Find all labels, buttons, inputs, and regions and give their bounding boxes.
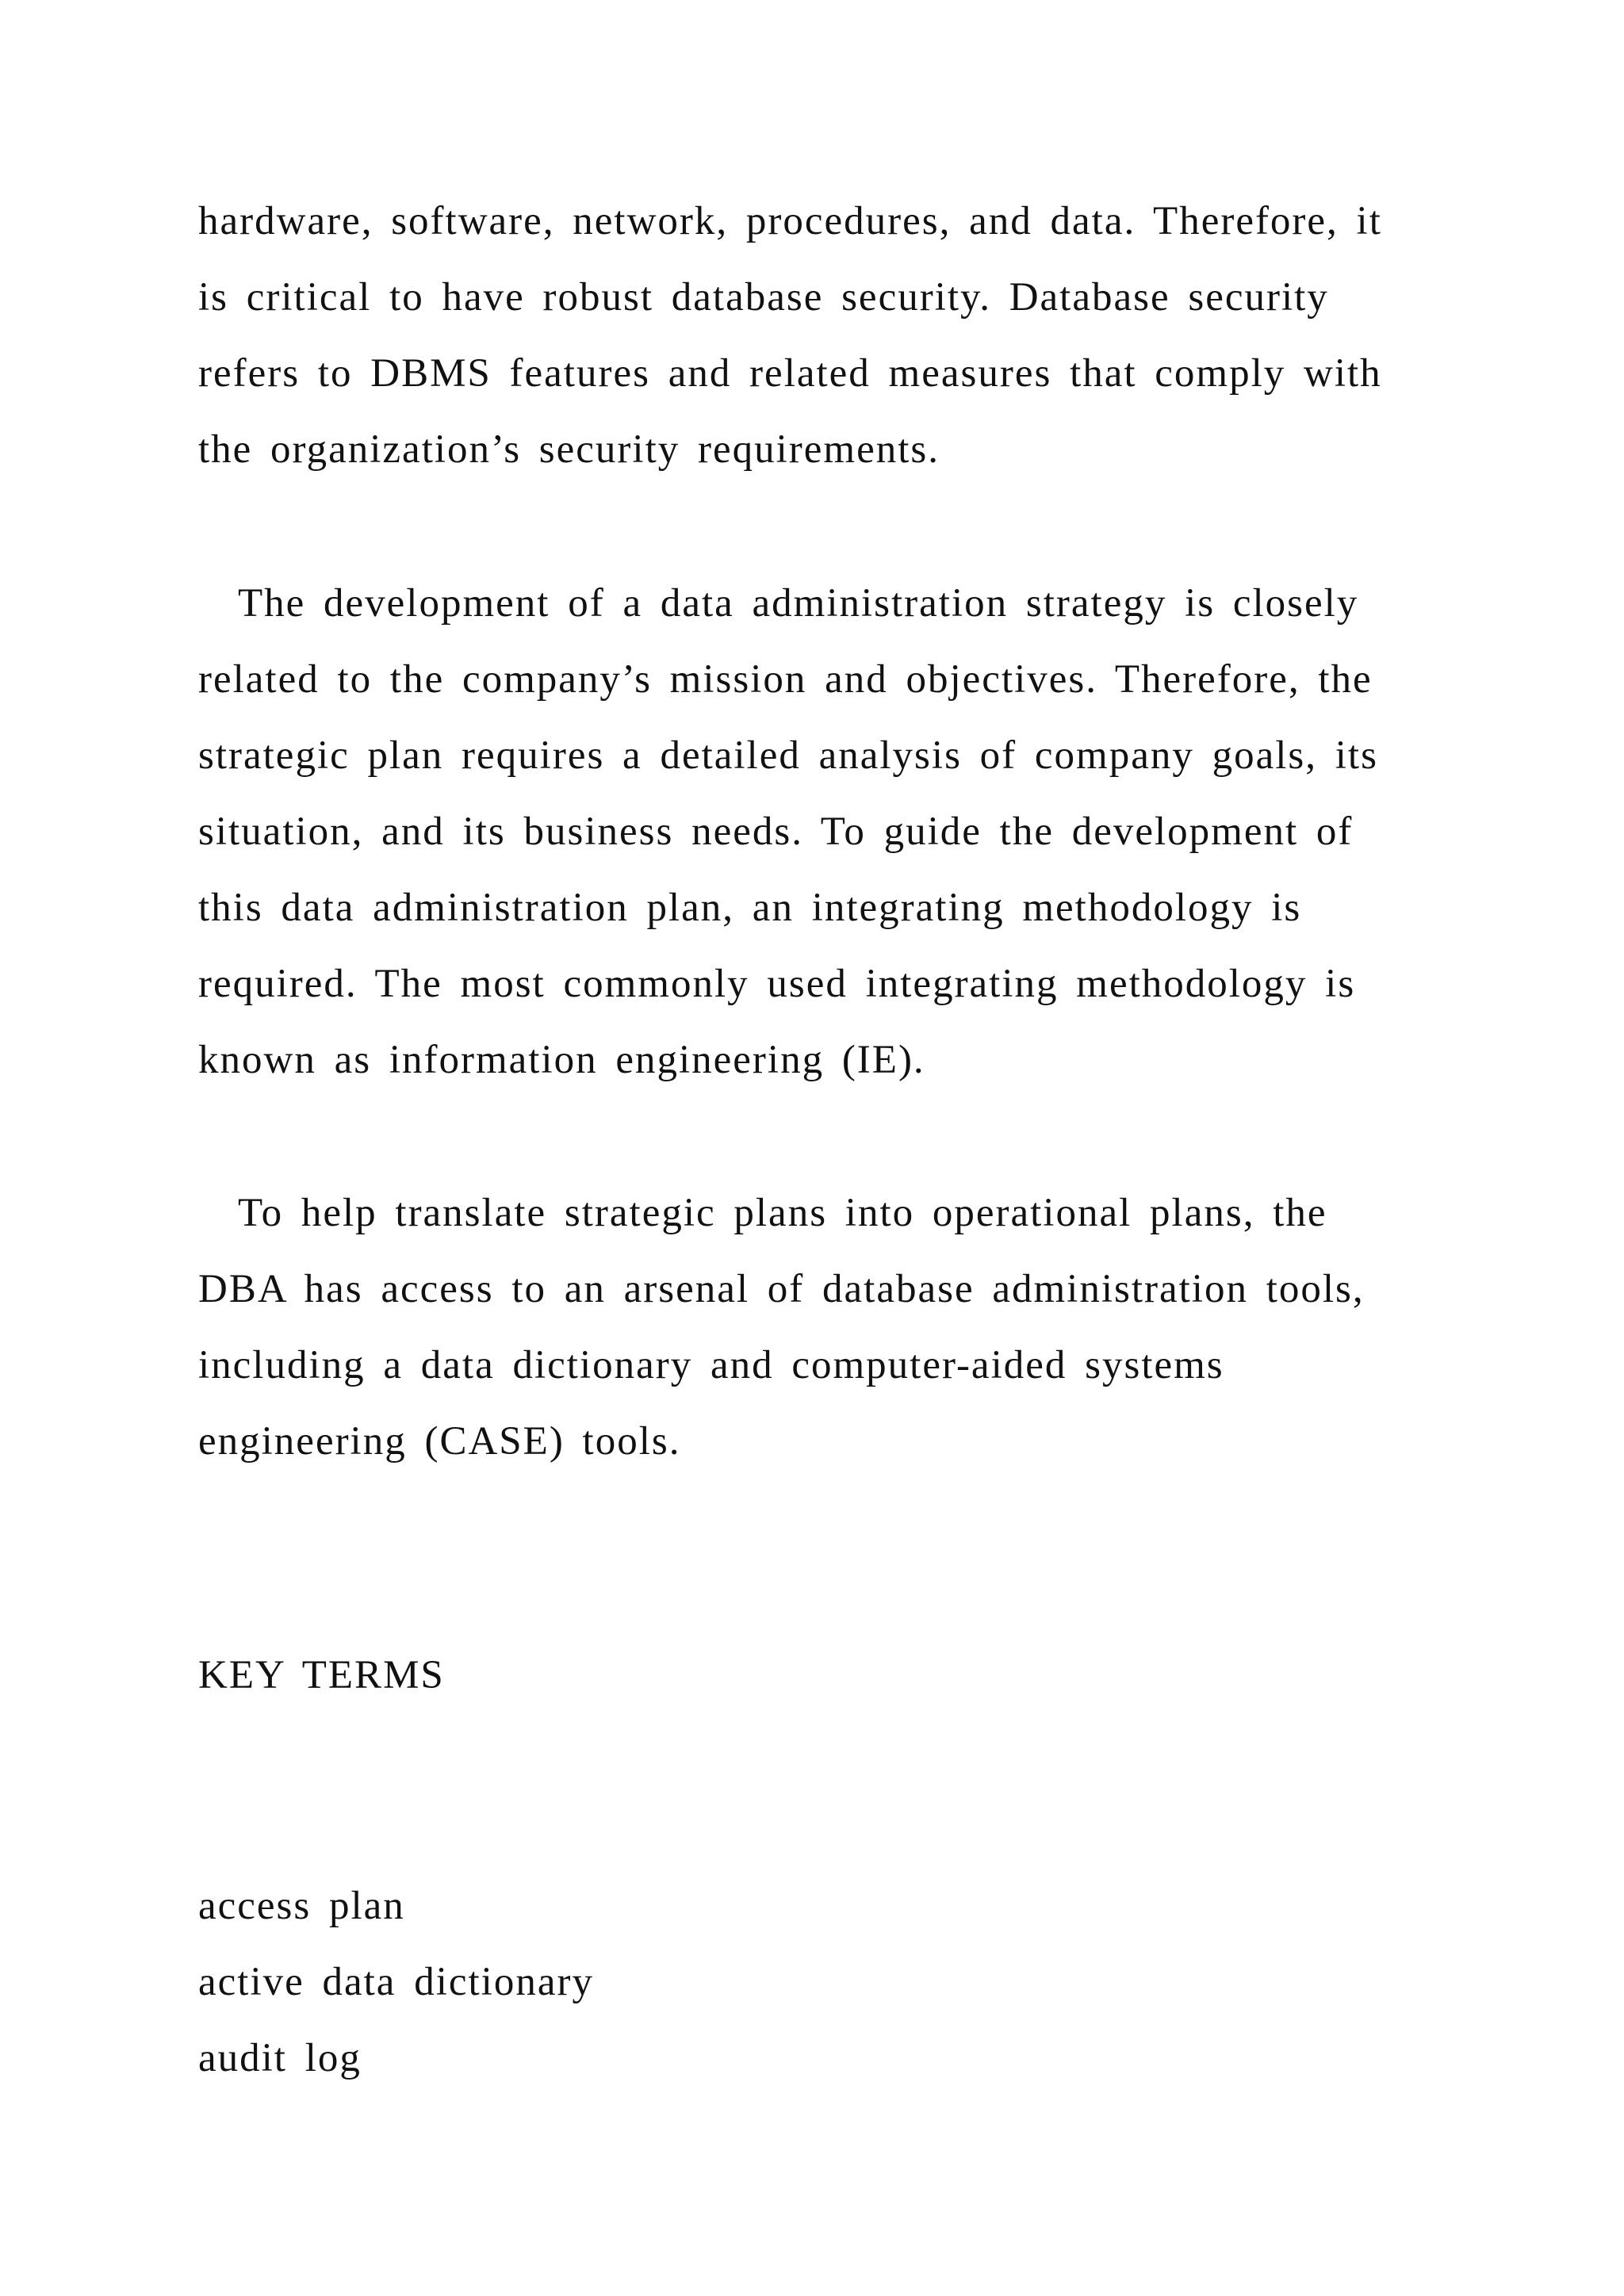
paragraph-line: is critical to have robust database security. Database security bbox=[198, 275, 1329, 320]
paragraph-line: this data administration plan, an integrating methodology is bbox=[198, 886, 1302, 930]
key-term-item: active data dictionary bbox=[198, 1960, 594, 2004]
key-term-item: access plan bbox=[198, 1884, 405, 1928]
paragraph-line: refers to DBMS features and related measures that comply with bbox=[198, 351, 1382, 396]
paragraph-line: known as information engineering (IE). bbox=[198, 1038, 925, 1082]
key-term-item: audit log bbox=[198, 2036, 362, 2080]
paragraph-line: DBA has access to an arsenal of database administration tools, bbox=[198, 1267, 1365, 1311]
paragraph-line: To help translate strategic plans into operational plans, the bbox=[238, 1191, 1327, 1235]
paragraph-line: the organization’s security requirements. bbox=[198, 427, 940, 472]
paragraph-line: related to the company’s mission and objectives. Therefore, the bbox=[198, 657, 1373, 702]
paragraph-line: including a data dictionary and computer-aided systems bbox=[198, 1343, 1224, 1387]
paragraph-line: strategic plan requires a detailed analysis of company goals, its bbox=[198, 733, 1378, 778]
paragraph-line: engineering (CASE) tools. bbox=[198, 1419, 681, 1464]
paragraph-line: situation, and its business needs. To guide the development of bbox=[198, 809, 1354, 854]
paragraph-line: The development of a data administration strategy is closely bbox=[238, 581, 1359, 626]
paragraph-line: required. The most commonly used integrating methodology is bbox=[198, 962, 1356, 1006]
paragraph-line: hardware, software, network, procedures, and data. Therefore, it bbox=[198, 199, 1382, 243]
key-terms-heading: KEY TERMS bbox=[198, 1653, 445, 1697]
